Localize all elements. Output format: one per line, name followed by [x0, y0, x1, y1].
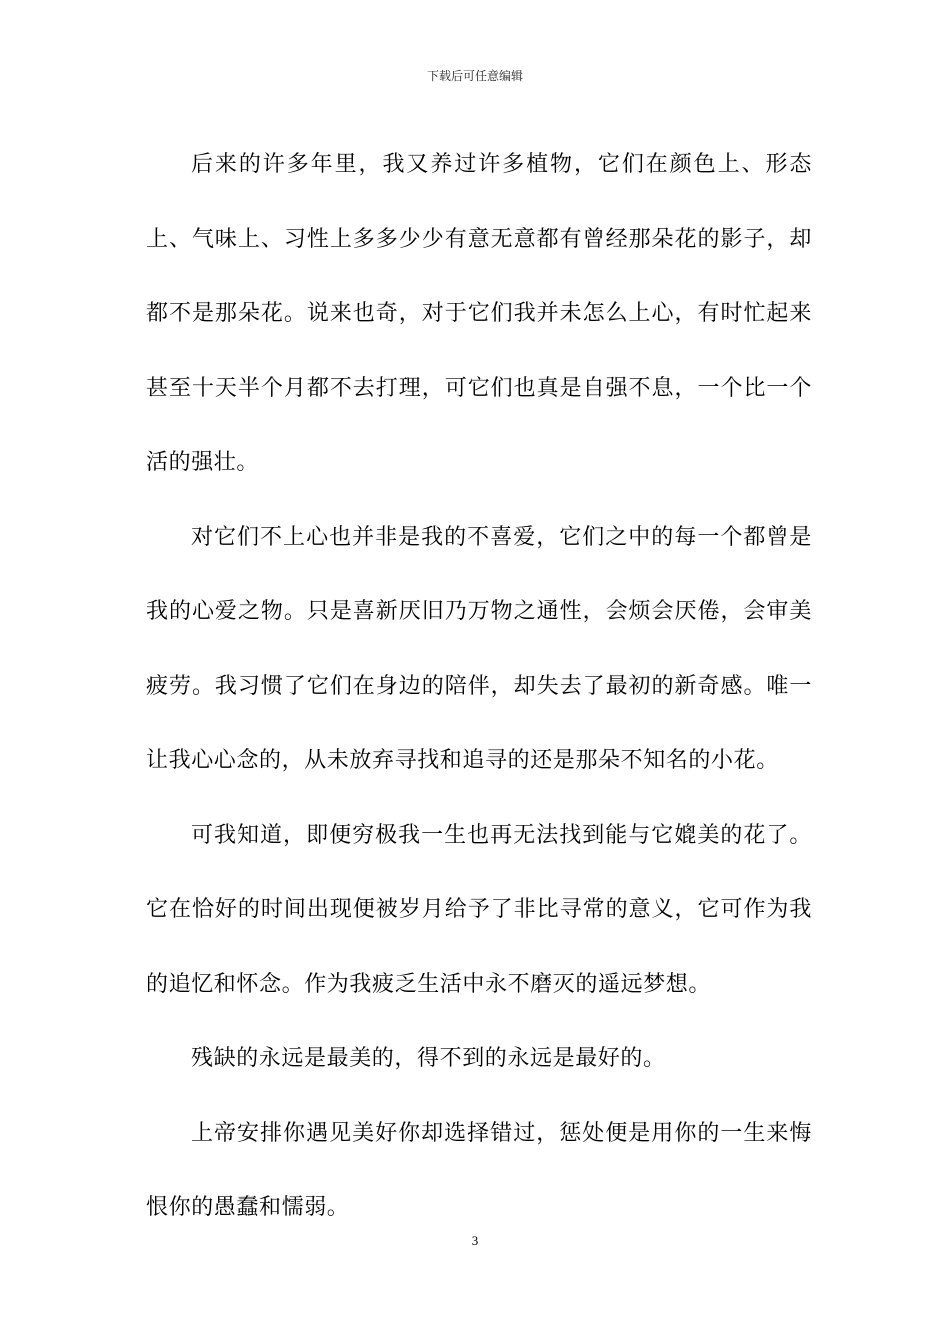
- paragraph: 残缺的永远是最美的，得不到的永远是最好的。: [191, 1046, 666, 1071]
- paragraph: 后来的许多年里，我又养过许多植物，它们在颜色上、形态上、气味上、习性上多多少少有意无意都有曾经那朵花的影子，却都不是那朵花。说来也奇，对于它们我并未怎么上心，有时忙起来甚至十天半个月都不去打理，可它们也真是自强不息，一个比一个活的强壮。: [146, 152, 812, 475]
- paragraph: 上帝安排你遇见美好你却选择错过，惩处便是用你的一生来悔恨你的愚蠢和懦弱。: [146, 1120, 812, 1220]
- page-header: 下载后可任意编辑: [426, 69, 523, 83]
- body-text: [146, 128, 812, 1246]
- page-number: 3: [471, 1233, 479, 1248]
- paragraph: 可我知道，即便穷极我一生也再无法找到能与它媲美的花了。它在恰好的时间出现便被岁月给予了非比寻常的意义，它可作为我的追忆和怀念。作为我疲乏生活中永不磨灭的遥远梦想。: [146, 822, 812, 997]
- paragraph: 对它们不上心也并非是我的不喜爱，它们之中的每一个都曾是我的心爱之物。只是喜新厌旧乃万物之通性，会烦会厌倦，会审美疲劳。我习惯了它们在身边的陪伴，却失去了最初的新奇感。唯一让我心心念的，从未放弃寻找和追寻的还是那朵不知名的小花。: [146, 524, 812, 773]
